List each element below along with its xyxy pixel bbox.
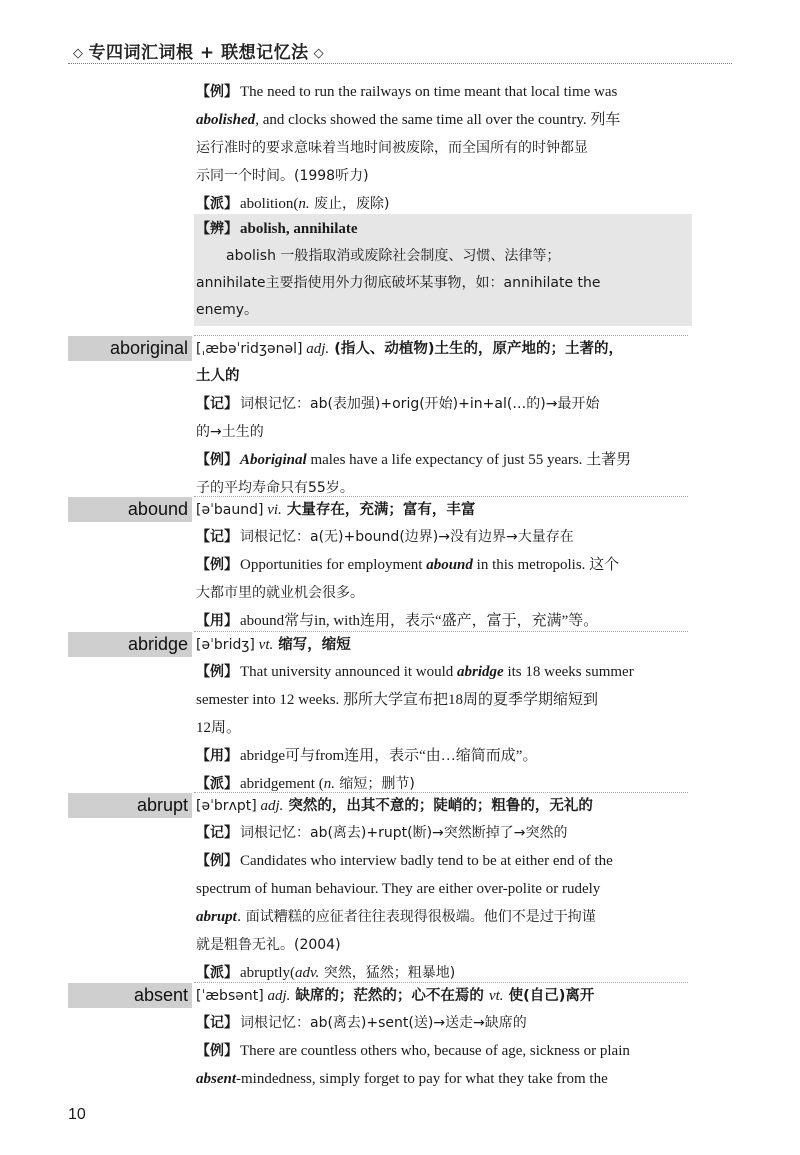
entry-body-abridge: 【例】 That university announced it would abridge its 18 weeks summer semester into 12 weeks. 那所大学宣布把18周的夏季学期缩短到 12周。 【用】 abridge可与from连用，表示“由…缩简而成”。 【派】 abridgement (n. 缩短；删节): [196, 658, 688, 798]
example-line: 【例】 Aboriginal males have a life expectancy of just 55 years. 土著男: [196, 452, 632, 468]
memory-line: 【记】 词根记忆：a(无)+bound(边界)→没有边界→大量存在: [196, 529, 574, 545]
text-line: 运行准时的要求意味着当地时间被废除，而全国所有的时钟都显: [196, 140, 588, 156]
page-number: 10: [68, 1106, 86, 1123]
abolish-continuation: [196, 78, 688, 218]
text-line: 【例】 The need to run the railways on time meant that local time was: [196, 84, 618, 100]
example-line: 【例】 There are countless others who, because of age, sickness or plain: [196, 1043, 630, 1059]
entry-headline: [əˈbaund] vi. 大量存在，充满；富有，丰富: [196, 502, 476, 518]
headword-abound: abound: [68, 497, 192, 522]
diamond-icon: ◇: [313, 46, 325, 61]
usage-line: 【用】 abridge可与from连用，表示“由…缩简而成”。: [196, 748, 538, 764]
distinguish-note: 【辨】 abolish, annihilate abolish 一般指取消或废除社会制度、习惯、法律等； annihilate主要指使用外力彻底破坏某事物，如：annihilate the enemy。: [196, 216, 686, 324]
derived-line: 【派】 abridgement (n. 缩短；删节): [196, 776, 415, 792]
example-line: 【例】 Candidates who interview badly tend to be at either end of the: [196, 853, 613, 869]
headword-absent: absent: [68, 983, 192, 1008]
entry-headline: [ˌæbəˈridʒənəl] adj. (指人、动植物)土生的，原产地的；土著的，: [196, 341, 623, 357]
entry-body-absent: 【记】 词根记忆：ab(离去)+sent(送)→送走→缺席的 【例】 There are countless others who, because of age, sickness or plain absent-mindedness, simply forget to pay for what they take from the: [196, 1009, 688, 1093]
entry-headline: [əˈbridʒ] vt. 缩写，缩短: [196, 637, 351, 653]
diamond-icon: ◇: [73, 46, 84, 61]
text-line: abolished, and clocks showed the same time all over the country. 列车: [196, 112, 621, 128]
usage-line: 【用】 abound常与in, with连用，表示“盛产，富于，充满”等。: [196, 613, 599, 629]
text-line: annihilate主要指使用外力彻底破坏某事物，如：annihilate the: [196, 275, 601, 291]
entry-body-abrupt: 【记】 词根记忆：ab(离去)+rupt(断)→突然断掉了→突然的 【例】 Candidates who interview badly tend to be at either end of the spectrum of human behaviour. They are either over-polite or rudely abrupt. 面试糟糕的应征者往往表现得很极端。他们不是过于拘谨 就是粗鲁无礼。(2004) 【派】 abruptly(adv. 突然，猛然；粗暴地): [196, 819, 688, 987]
header-rule: [68, 63, 732, 64]
example-line: 【例】 That university announced it would abridge its 18 weeks summer: [196, 664, 634, 680]
headword-aboriginal: aboriginal: [68, 336, 192, 361]
text-line: 示同一个时间。(1998听力): [196, 168, 369, 184]
example-line: 【例】 Opportunities for employment abound in this metropolis. 这个: [196, 557, 620, 573]
headword-abrupt: abrupt: [68, 793, 192, 818]
entry-body-aboriginal: 土人的 【记】 词根记忆：ab(表加强)+orig(开始)+in+al(…的)→最开始 的→土生的 【例】 Aboriginal males have a life expectancy of just 55 years. 土著男 子的平均寿命只有55岁。: [196, 362, 688, 502]
entry-headline: [əˈbrʌpt] adj. 突然的，出其不意的；陡峭的；粗鲁的，无礼的: [196, 798, 593, 814]
entry-body-abound: 【记】 词根记忆：a(无)+bound(边界)→没有边界→大量存在 【例】 Opportunities for employment abound in this metropolis. 这个 大都市里的就业机会很多。 【用】 abound常与in, with连用，表示“盛产，富于，充满”等。: [196, 523, 688, 635]
headword-abridge: abridge: [68, 632, 192, 657]
derived-line: 【派】 abruptly(adv. 突然，猛然；粗暴地): [196, 965, 456, 981]
entry-headline: [ˈæbsənt] adj. 缺席的；茫然的；心不在焉的 vt. 使(自己)离开: [196, 988, 595, 1004]
text-line: abolish 一般指取消或废除社会制度、习惯、法律等；: [226, 248, 561, 264]
derived-line: 【派】 abolition(n. 废止，废除): [196, 196, 390, 212]
memory-line: 【记】 词根记忆：ab(离去)+sent(送)→送走→缺席的: [196, 1015, 527, 1031]
text-line: enemy。: [196, 302, 259, 318]
memory-line: 【记】 词根记忆：ab(离去)+rupt(断)→突然断掉了→突然的: [196, 825, 568, 841]
header-title: ◇ 专四词汇词根 + 联想记忆法 ◇: [73, 43, 325, 63]
running-header: [68, 36, 732, 64]
memory-line: 【记】 词根记忆：ab(表加强)+orig(开始)+in+al(…的)→最开始: [196, 396, 600, 412]
